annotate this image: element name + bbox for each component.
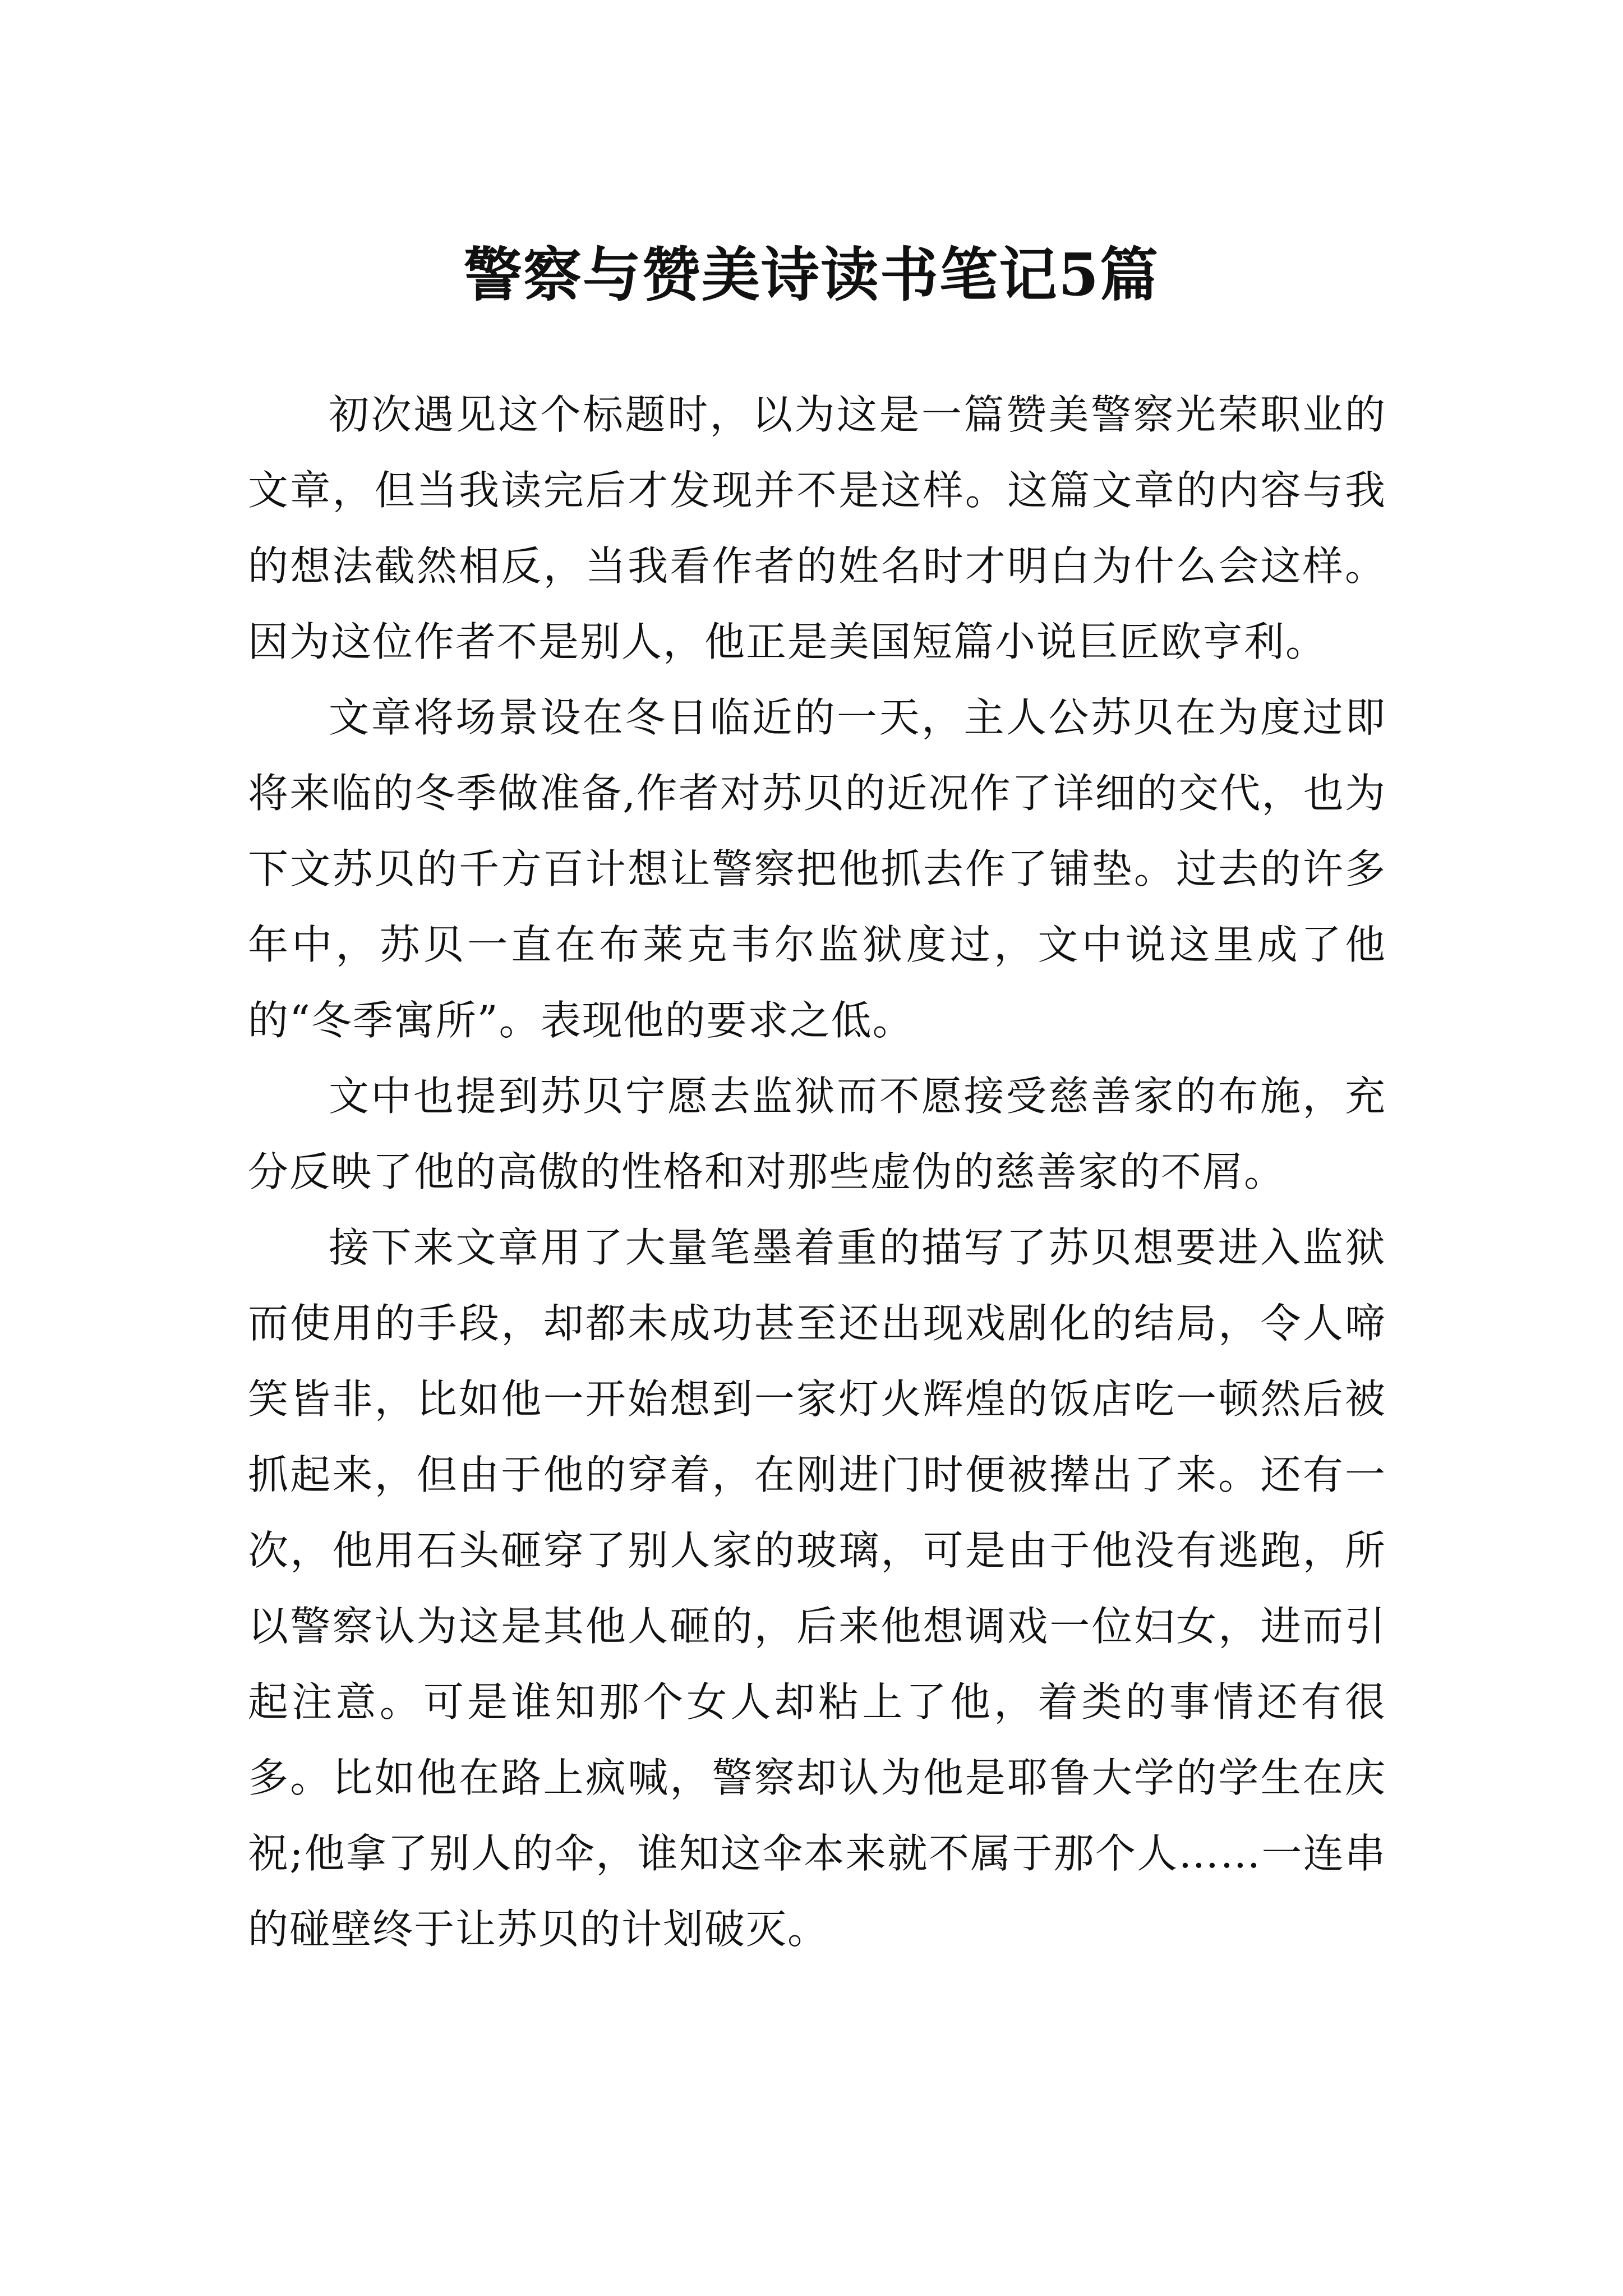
document-body: [248, 377, 1386, 1967]
paragraph: 初次遇见这个标题时，以为这是一篇赞美警察光荣职业的文章，但当我读完后才发现并不是这样。这篇文章的内容与我的想法截然相反，当我看作者的姓名时才明白为什么会这样。因为这位作者不是别人，他正是美国短篇小说巨匠欧亨利。: [248, 391, 1386, 665]
paragraph: 文中也提到苏贝宁愿去监狱而不愿接受慈善家的布施，充分反映了他的高傲的性格和对那些虚伪的慈善家的不屑。: [248, 1073, 1386, 1195]
paragraph: 接下来文章用了大量笔墨着重的描写了苏贝想要进入监狱而使用的手段，却都未成功甚至还出现戏剧化的结局，令人啼笑皆非，比如他一开始想到一家灯火辉煌的饭店吃一顿然后被抓起来，但由于他的穿着，在刚进门时便被撵出了来。还有一次，他用石头砸穿了别人家的玻璃，可是由于他没有逃跑，所以警察认为这是其他人砸的，后来他想调戏一位妇女，进而引起注意。可是谁知那个女人却粘上了他，着类的事情还有很多。比如他在路上疯喊，警察却认为他是耶鲁大学的学生在庆祝;他拿了别人的伞，谁知这伞本来就不属于那个人……一连串的碰壁终于让苏贝的计划破灭。: [248, 1224, 1386, 1953]
document-title: 警察与赞美诗读书笔记5篇: [463, 240, 1160, 309]
paragraph: 文章将场景设在冬日临近的一天，主人公苏贝在为度过即将来临的冬季做准备,作者对苏贝的近况作了详细的交代，也为下文苏贝的千方百计想让警察把他抓去作了铺垫。过去的许多年中，苏贝一直在布莱克韦尔监狱度过，文中说这里成了他的“冬季寓所”。表现他的要求之低。: [248, 694, 1386, 1044]
